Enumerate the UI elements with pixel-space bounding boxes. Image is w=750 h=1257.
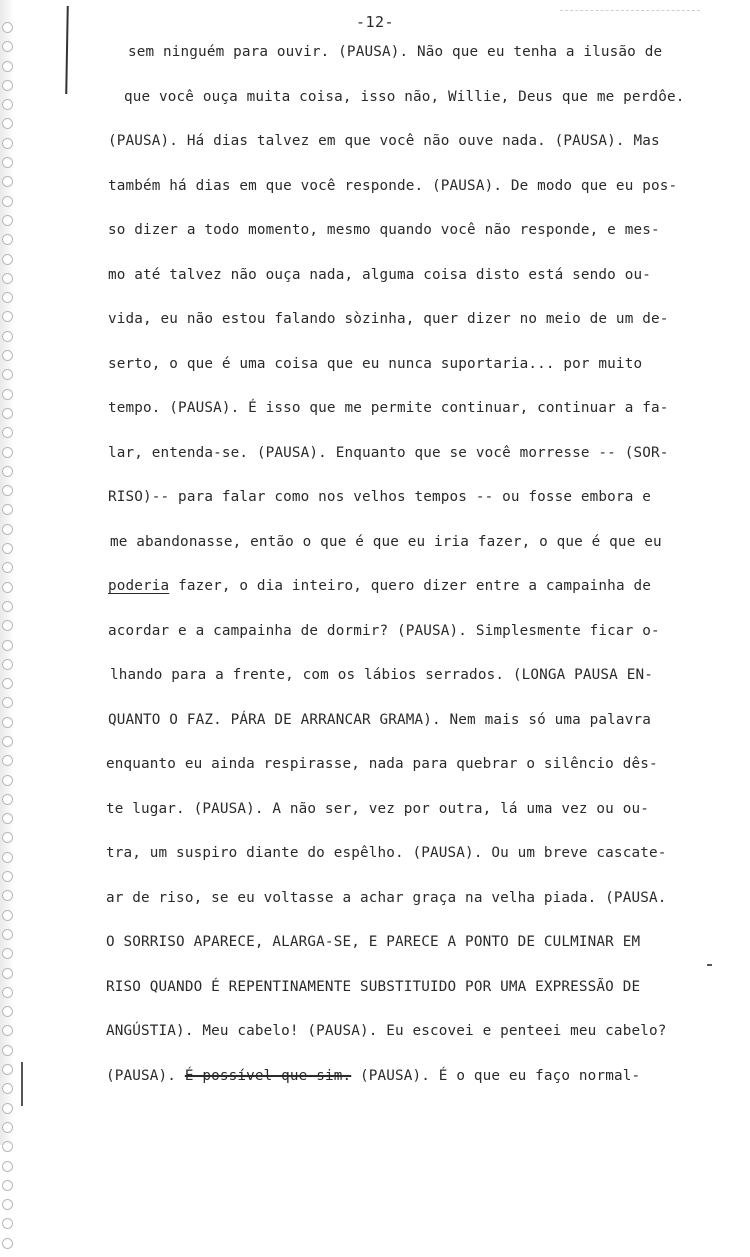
binder-hole [2, 1045, 13, 1056]
text-span: (PAUSA). Há dias talvez em que você não ouve nada. (PAUSA). Mas [108, 133, 660, 149]
text-line [108, 445, 668, 461]
binder-hole [2, 80, 13, 91]
text-line [108, 356, 642, 372]
binder-hole [2, 640, 13, 651]
binder-hole [2, 41, 13, 52]
margin-pen-mark-bottom [21, 1062, 23, 1106]
text-span: mo até talvez não ouça nada, alguma coisa disto está sendo ou- [108, 266, 651, 283]
binder-hole [2, 61, 13, 72]
binder-hole [2, 99, 13, 110]
stray-mark [707, 964, 712, 966]
binder-hole [2, 813, 13, 824]
text-line [124, 89, 684, 105]
binder-hole [2, 408, 13, 419]
binder-hole [2, 234, 13, 245]
text-line [110, 534, 662, 550]
binder-hole [2, 176, 13, 187]
text-line [106, 890, 666, 906]
binder-hole [2, 910, 13, 921]
binder-hole [2, 118, 13, 129]
binder-hole [2, 775, 13, 786]
binder-hole [2, 350, 13, 361]
text-span: acordar e a campainha de dormir? (PAUSA). Simplesmente ficar o- [108, 622, 660, 639]
binder-hole [2, 1006, 13, 1017]
text-line [128, 44, 662, 60]
binder-hole [2, 1180, 13, 1191]
text-line [108, 623, 660, 639]
binder-hole [2, 157, 13, 168]
binder-hole [2, 215, 13, 226]
binder-hole [2, 447, 13, 458]
text-span: também há dias em que você responde. (PAUSA). De modo que eu pos- [108, 177, 678, 194]
binder-hole [2, 331, 13, 342]
text-line [106, 845, 666, 861]
binder-hole [2, 504, 13, 515]
text-span: vida, eu não estou falando sòzinha, quer dizer no meio de um de- [108, 311, 669, 327]
binder-hole [2, 1218, 13, 1229]
binder-hole [2, 890, 13, 901]
binder-hole [2, 292, 13, 303]
binder-hole [2, 832, 13, 843]
binder-hole [2, 794, 13, 805]
underlined-word: poderia [108, 578, 170, 594]
binder-hole [2, 852, 13, 863]
text-span: sem ninguém para ouvir. (PAUSA). Não que eu tenha a ilusão de [128, 44, 663, 60]
binder-hole [2, 466, 13, 477]
text-span: lar, entenda-se. (PAUSA). Enquanto que se você morresse -- (SOR- [108, 444, 669, 461]
text-line [110, 667, 653, 683]
binder-hole [2, 697, 13, 708]
binder-hole [2, 736, 13, 747]
binder-hole [2, 389, 13, 400]
text-span: QUANTO O FAZ. PÁRA DE ARRANCAR GRAMA). Nem mais só uma palavra [108, 711, 651, 728]
binder-hole [2, 1025, 13, 1036]
text-span: so dizer a todo momento, mesmo quando você não responde, e mes- [108, 222, 660, 238]
text-line [108, 578, 651, 594]
binder-hole [2, 717, 13, 728]
text-line [108, 133, 660, 149]
binder-hole [2, 620, 13, 631]
binder-hole [2, 196, 13, 207]
binder-hole [2, 871, 13, 882]
text-span: (PAUSA). [106, 1067, 185, 1084]
binder-hole [2, 659, 13, 670]
text-line [106, 801, 649, 817]
text-span: RISO)-- para falar como nos velhos tempos -- ou fosse embora e [108, 489, 651, 505]
text-span: (PAUSA). É o que eu faço normal- [351, 1067, 641, 1084]
struck-through-text: É possível que sim. [184, 1067, 352, 1084]
text-line [106, 1023, 666, 1039]
text-span: tempo. (PAUSA). É isso que me permite continuar, continuar a fa- [108, 400, 669, 416]
text-line [108, 222, 660, 238]
binder-hole [2, 524, 13, 535]
binder-hole [2, 138, 13, 149]
text-span: que você ouça muita coisa, isso não, Willie, Deus que me perdôe. [124, 88, 685, 105]
text-span: RISO QUANDO É REPENTINAMENTE SUBSTITUIDO POR UMA EXPRESSÃO DE [106, 978, 641, 995]
text-line [106, 979, 640, 995]
binder-hole [2, 1103, 13, 1114]
binder-hole [2, 601, 13, 612]
text-line [108, 178, 677, 194]
text-line [108, 400, 668, 416]
text-span: ar de riso, se eu voltasse a achar graça na velha piada. (PAUSA. [106, 889, 667, 906]
binder-hole [2, 678, 13, 689]
binder-hole [2, 1161, 13, 1172]
binder-hole [2, 543, 13, 554]
binder-hole [2, 1238, 13, 1249]
text-span: O SORRISO APARECE, ALARGA-SE, E PARECE A PONTO DE CULMINAR EM [106, 934, 641, 950]
binder-holes [2, 22, 14, 1257]
binder-hole [2, 1199, 13, 1210]
binder-hole [2, 369, 13, 380]
binder-hole [2, 755, 13, 766]
top-faint-mark [560, 10, 700, 11]
binder-hole [2, 273, 13, 284]
binder-hole [2, 1064, 13, 1075]
text-line [106, 756, 658, 772]
binder-hole [2, 427, 13, 438]
text-line [108, 311, 668, 327]
text-span: serto, o que é uma coisa que eu nunca suportaria... por muito [108, 355, 643, 372]
binder-hole [2, 485, 13, 496]
text-span: tra, um suspiro diante do espêlho. (PAUSA). Ou um breve cascate- [106, 845, 667, 861]
text-span: lhando para a frente, com os lábios serrados. (LONGA PAUSA EN- [110, 667, 653, 683]
text-span: ANGÚSTIA). Meu cabelo! (PAUSA). Eu escovei e penteei meu cabelo? [106, 1023, 667, 1039]
binder-hole [2, 582, 13, 593]
binder-hole [2, 311, 13, 322]
text-line [106, 1068, 640, 1084]
text-span: fazer, o dia inteiro, quero dizer entre a campainha de [169, 578, 651, 594]
binder-hole [2, 562, 13, 573]
text-line [108, 712, 651, 728]
binder-hole [2, 948, 13, 959]
page-number: -12- [355, 13, 395, 31]
text-span: enquanto eu ainda respirasse, nada para quebrar o silêncio dês- [106, 756, 658, 772]
text-span: te lugar. (PAUSA). A não ser, vez por outra, lá uma vez ou ou- [106, 800, 649, 817]
text-span: me abandonasse, então o que é que eu iria fazer, o que é que eu [110, 533, 662, 550]
binder-hole [2, 968, 13, 979]
binder-hole [2, 1122, 13, 1133]
text-line [106, 934, 640, 950]
binder-hole [2, 254, 13, 265]
text-line [108, 489, 651, 505]
binder-hole [2, 1141, 13, 1152]
text-line [108, 267, 651, 283]
binder-hole [2, 929, 13, 940]
binder-hole [2, 1083, 13, 1094]
binder-hole [2, 987, 13, 998]
